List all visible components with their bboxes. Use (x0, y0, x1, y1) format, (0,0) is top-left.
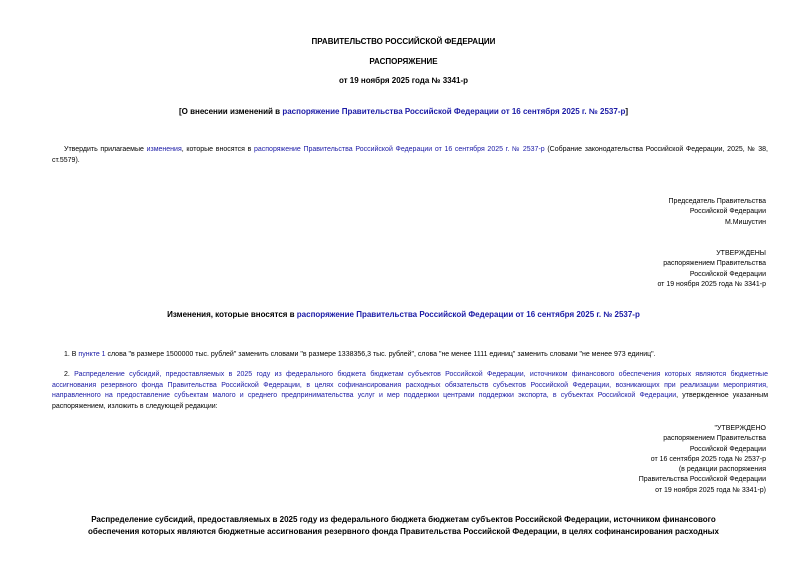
approved-2-line-3: Российской Федерации (689, 445, 766, 453)
document-type: РАСПОРЯЖЕНИЕ (369, 57, 438, 66)
approved-line-2: распоряжением Правительства (663, 260, 766, 268)
intro-text-3: (Собрание законодательства Российской Федерации, 2025, № 38, ст.5579). (52, 146, 768, 164)
item-2-pre: 2. (64, 371, 75, 378)
approved-2-line-6: Правительства Российской Федерации (638, 476, 766, 484)
approved-2-line-4: от 16 сентября 2025 года № 2537-р (650, 455, 766, 463)
approved-2-line-2: распоряжением Правительства (663, 435, 766, 443)
changes-title-link[interactable]: распоряжение Правительства Российской Федерации от 16 сентября 2025 г. № 2537-р (296, 310, 640, 319)
approved-2-line-5: (в редакции распоряжения (678, 466, 766, 474)
government-heading: ПРАВИТЕЛЬСТВО РОССИЙСКОЙ ФЕДЕРАЦИИ (311, 37, 496, 46)
item-2 (52, 370, 768, 412)
approved-block (657, 249, 766, 290)
document-date-number: от 19 ноября 2025 года № 3341-р (338, 76, 469, 85)
approved-2-line-7: от 19 ноября 2025 года № 3341-р) (655, 486, 766, 494)
signature-line-2: Российской Федерации (689, 208, 766, 216)
title-open: [О внесении изменений в (178, 107, 283, 116)
item-1-pre: 1. В (64, 351, 79, 358)
signature-line-3: М.Мишустин (724, 218, 766, 226)
approved-line-4: от 19 ноября 2025 года № 3341-р (657, 280, 766, 288)
changes-title-prefix: Изменения, которые вносятся в (167, 310, 297, 319)
item-2-link[interactable]: Распределение субсидий, предоставляемых в 2025 году из федерального бюджета бюджетам субъектов Российской Федерации, источником финансового обеспечения которых являются бюджетные ассигнования резервного фонда Правительства Российской Федерации, в целях софинансирования расходных обязательств субъектов Российской Федерации, возникающих при реализации мероприятия, направленного на предоставление субъектам малого и среднего предпринимательства услуг и мер поддержки центрами поддержки экспорта, в субъектах Российской Федерации (52, 371, 768, 399)
item-1 (52, 350, 768, 361)
approved-line-3: Российской Федерации (689, 270, 766, 278)
approved-2-block (639, 424, 766, 496)
signature-block (669, 197, 766, 228)
distribution-title-line-2: обеспечения которых являются бюджетные ассигнования резервного фонда Правительства Российской Федерации, в целях софинансирования расходных (88, 527, 719, 536)
item-2-post: , утвержденное указанным распоряжением, изложить в следующей редакции: (52, 392, 769, 410)
intro-text-2: , которые вносятся в (181, 146, 254, 153)
approved-2-line-1: "УТВЕРЖДЕНО (714, 425, 766, 432)
item-1-link[interactable]: пункте 1 (78, 351, 106, 358)
approved-line-1: УТВЕРЖДЕНЫ (716, 250, 766, 257)
title-close: ] (625, 107, 629, 116)
document-title (0, 107, 807, 116)
distribution-title (0, 514, 807, 538)
distribution-title-line-1: Распределение субсидий, предоставляемых в 2025 году из федерального бюджета бюджетам субъектов Российской Федерации, источником финансового (91, 515, 716, 524)
signature-line-1: Председатель Правительства (668, 198, 766, 205)
title-link[interactable]: распоряжение Правительства Российской Федерации от 16 сентября 2025 г. № 2537-р (282, 107, 626, 116)
item-1-post: слова "в размере 1500000 тыс. рублей" заменить словами "в размере 1338356,3 тыс. рублей", слова "не менее 1111 единиц" заменить словами "не менее 973 единиц". (105, 351, 656, 358)
intro-link-order[interactable]: распоряжение Правительства Российской Федерации от 16 сентября 2025 г. № 2537-р (253, 146, 545, 153)
intro-text-1: Утвердить прилагаемые (64, 146, 147, 153)
intro-paragraph (52, 145, 768, 166)
changes-title (0, 310, 807, 319)
intro-link-changes[interactable]: изменения (146, 146, 182, 153)
